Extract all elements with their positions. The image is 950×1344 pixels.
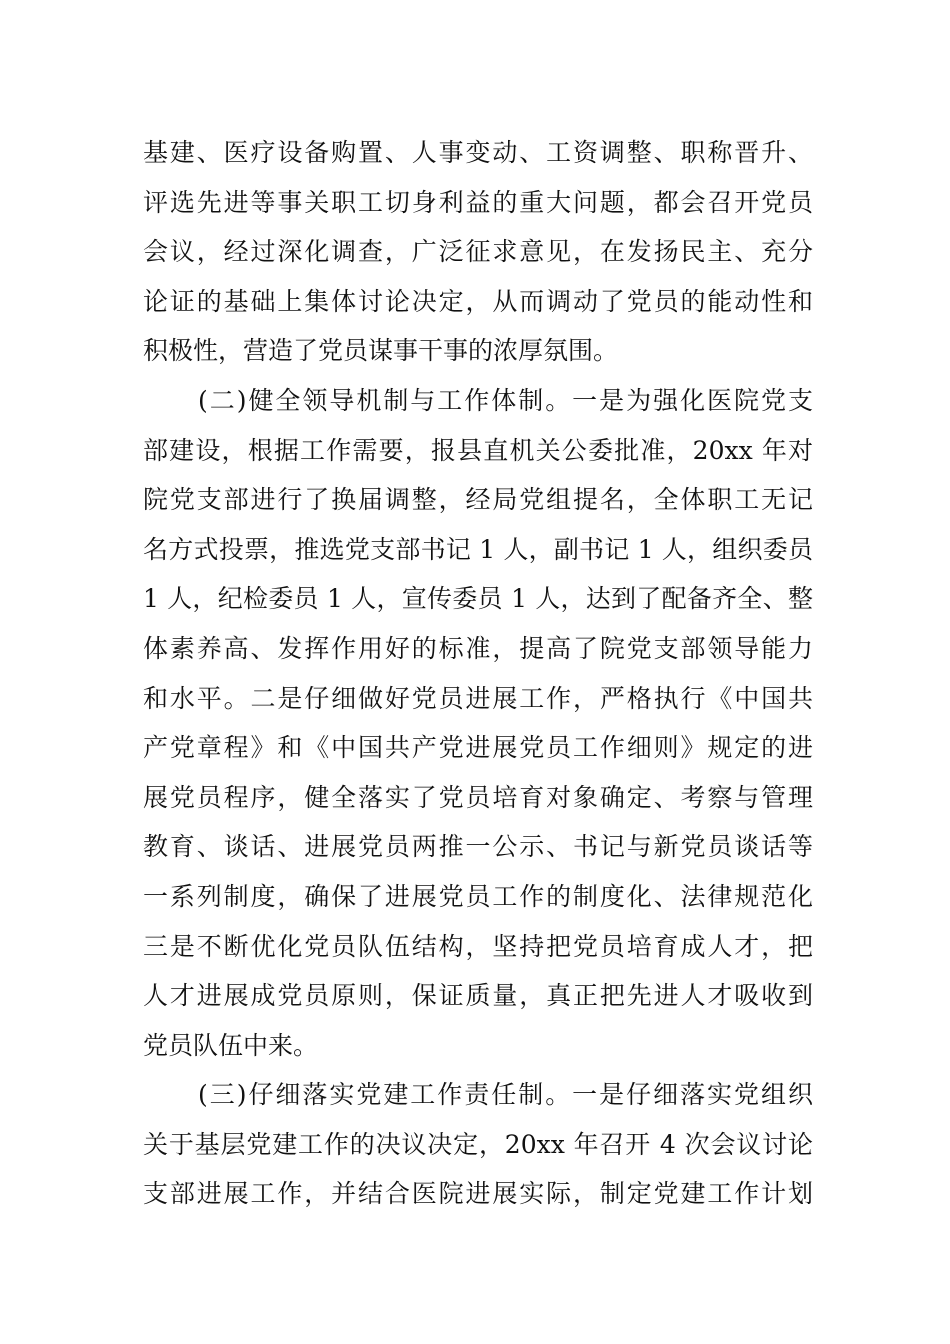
text-line: 党员队伍中来。	[143, 1030, 319, 1060]
text-line: 支部进展工作，并结合医院进展实际，制定党建工作计划	[143, 1179, 813, 1209]
text-line: 展党员程序，健全落实了党员培育对象确定、考察与管理	[143, 782, 813, 812]
text-line: 关于基层党建工作的决议决定，20xx 年召开 4 次会议讨论	[143, 1129, 813, 1159]
text-line: 1 人，纪检委员 1 人，宣传委员 1 人，达到了配备齐全、整	[143, 584, 813, 614]
text-line: 基建、医疗设备购置、人事变动、工资调整、职称晋升、	[143, 138, 813, 167]
text-line: 一系列制度，确保了进展党员工作的制度化、法律规范化	[143, 881, 813, 911]
text-line: 和水平。二是仔细做好党员进展工作，严格执行《中国共	[143, 683, 813, 713]
body-text	[143, 128, 813, 1219]
section-heading-line: (二)健全领导机制与工作体制。一是为强化医院党支	[198, 385, 813, 415]
text-line: 评选先进等事关职工切身利益的重大问题，都会召开党员	[143, 187, 813, 217]
text-line: 名方式投票，推选党支部书记 1 人，副书记 1 人，组织委员	[143, 534, 813, 564]
text-line: 产党章程》和《中国共产党进展党员工作细则》规定的进	[143, 733, 813, 763]
text-line: 院党支部进行了换届调整，经局党组提名，全体职工无记	[143, 485, 813, 515]
text-line: 论证的基础上集体讨论决定，从而调动了党员的能动性和	[143, 286, 813, 316]
text-line: 三是不断优化党员队伍结构，坚持把党员培育成人才，把	[143, 931, 813, 961]
text-line: 教育、谈话、进展党员两推一公示、书记与新党员谈话等	[143, 832, 813, 862]
text-line: 体素养高、发挥作用好的标准，提高了院党支部领导能力	[143, 633, 813, 663]
text-line: 积极性，营造了党员谋事干事的浓厚氛围。	[143, 336, 619, 366]
text-line: 人才进展成党员原则，保证质量，真正把先进人才吸收到	[143, 981, 813, 1011]
section-heading-line: (三)仔细落实党建工作责任制。一是仔细落实党组织	[198, 1080, 813, 1110]
text-line: 部建设，根据工作需要，报县直机关公委批准，20xx 年对	[143, 435, 813, 465]
text-line: 会议，经过深化调查，广泛征求意见，在发扬民主、充分	[143, 237, 813, 267]
